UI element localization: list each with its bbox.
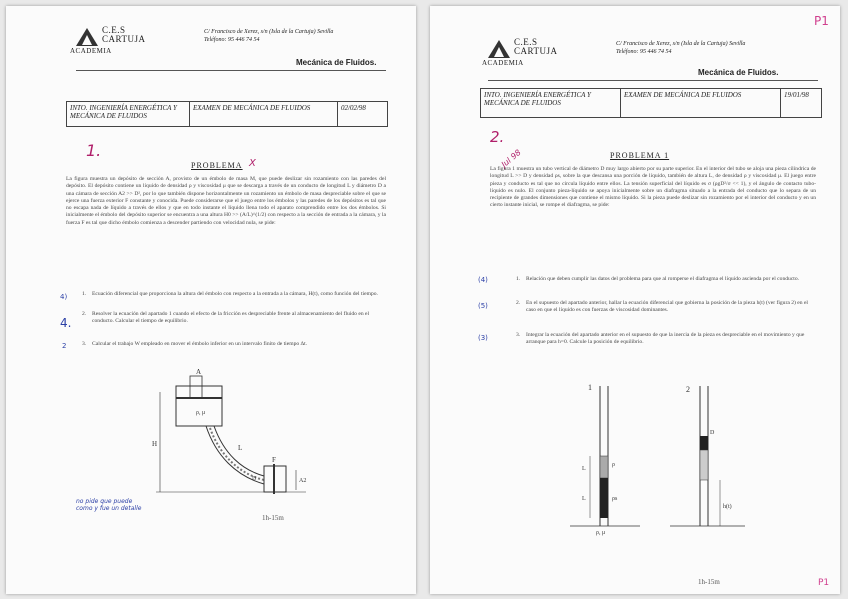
figure-1-length-bottom: L [582, 496, 586, 502]
address-line: C/ Francisco de Xerez, s/n (Isla de la Cartuja) Sevilla [616, 41, 746, 47]
item-marker-2: 4. [60, 316, 72, 330]
figure-1-density-fluid: ρ [612, 462, 615, 468]
problem-figure [146, 366, 316, 506]
figure-label-area: A [196, 368, 202, 376]
phone-line: Teléfono: 95 446 74 54 [204, 37, 260, 43]
logo-name: C.E.S CARTUJA [102, 25, 146, 44]
academy-logo-icon [76, 28, 98, 46]
title-cell-date: 19/01/98 [784, 91, 809, 99]
figure-1-density-piece: ρs [612, 496, 618, 502]
figure-2-label: 2 [686, 385, 690, 394]
figure-2-diameter-label: D [710, 430, 715, 436]
corner-tag: P1 [814, 14, 829, 28]
exam-title-box [480, 88, 822, 118]
divider [488, 80, 818, 81]
corner-bottom-tag: P1 [818, 578, 830, 588]
figure-1-length-top: L [582, 466, 586, 472]
problem-statement: La figura 1 muestra un tubo vertical de diámetro D muy largo abierto por su parte superior. En el interior del tubo se aloja una pieza cilíndrica de longitud L >> D y densidad ρs, sobre la que descansa una porción de líquido, también de altura L, de densidad ρ y viscosidad μ. El juego entre pieza y conducto es tal que no circula líquido entre ellos. La tensión superficial del líquido es σ (ρgD²/σ << 1), y el ángulo de contacto tubo-líquido es nulo. El conjunto pieza-líquido se apoya inicialmente sobre un diafragma situado a la entrada del conducto que lo separa de un recipiente de grandes dimensiones que contiene el mismo líquido. Si la pieza puede deslizar sin rozamiento por el interior del conducto y en un cierto instante inicial, se rompe el diafragma, se pide: [490, 166, 816, 209]
exam-page-left [6, 6, 416, 594]
note-line-1: no pide que puede [76, 498, 133, 505]
item-text: En el supuesto del apartado anterior, hallar la ecuación diferencial que gobierna la posición de la pieza h(t) (ver figura 2) en el caso en que el líquido es con fuerzas de viscosidad dominantes. [526, 300, 808, 314]
handwritten-tag: Jul 98 [499, 147, 523, 170]
page-code: 1h-15m [262, 514, 284, 522]
item-marker-1: (4) [478, 276, 488, 284]
item-number: 1. [516, 276, 521, 282]
item-text: Ecuación diferencial que proporciona la altura del émbolo con respecto a la entrada a la cámara, H(t), como función del tiempo. [92, 291, 378, 297]
phone-line: Teléfono: 95 446 74 54 [616, 49, 672, 55]
item-text: Integrar la ecuación del apartado anterior en el supuesto de que la inercia de la pieza es despreciable en el movimiento y que arranque para h=0. Calcule la posición de equilibrio. [526, 332, 805, 346]
item-number: 2. [516, 300, 521, 306]
item-marker-3: (3) [478, 334, 488, 342]
problem-item-3 [82, 341, 382, 348]
figure-label-diameter: D [252, 476, 257, 482]
problem-title: PROBLEMA [191, 161, 243, 170]
figure-label-fluid: ρ, μ [196, 410, 206, 416]
logo-subtitle: ACADEMIA [482, 59, 524, 67]
figure-label-length: L [238, 444, 243, 452]
figure-label-height: H [152, 440, 158, 448]
figure-label-area-right: A2 [299, 478, 307, 484]
problem-title: PROBLEMA 1 [610, 151, 670, 160]
logo-subtitle: ACADEMIA [70, 47, 112, 55]
logo-name: C.E.S CARTUJA [514, 37, 558, 56]
subject-heading: Mecánica de Fluidos. [698, 68, 779, 77]
problem-item-1 [516, 276, 816, 283]
item-marker-3: 2 [62, 342, 67, 350]
address [616, 40, 836, 56]
page-code: 1h-15m [698, 578, 720, 586]
tube-figures [560, 376, 760, 536]
item-text: Resolver la ecuación del apartado 1 cuando el efecto de la fricción es despreciable frente al almacenamiento del fluido en el conducto. Calcular el tiempo de equilibrio. [92, 311, 370, 325]
divider [76, 70, 386, 71]
title-cell-department: INTO. INGENIERÍA ENERGÉTICA Y MECÁNICA DE FLUIDOS [481, 89, 621, 117]
address-line: C/ Francisco de Xerez, s/n (Isla de la Cartuja) Sevilla [204, 29, 334, 35]
problem-statement: La figura muestra un depósito de sección A, provisto de un émbolo de masa M, que puede deslizar sin rozamiento con las paredes del depósito. El depósito contiene un líquido de densidad ρ y viscosidad μ que se descarga a través de un conducto de longitud L y diámetro D a una cámara de sección A2 >> D², por lo que también dispone horizontalmente un rozamiento un émbolo de masa despreciable sobre el que se ejerce una fuerza exterior F constante y conocida. Puede considerarse que el juego entre los émbolos y las paredes de los depósitos es tal que no escapa nada de líquido a través de ellos y que en todo instante el líquido llena todo el aparato comprendido entre los dos émbolos. Si inicialmente el émbolo del depósito superior se encuentra a una altura H0 >> (A/L)^(1/2) con respecto a la sección de entrada a la cámara, y la fuerza F es tal que dicho émbolo comienza a descender partiendo con velocidad nula, se pide: [66, 176, 386, 226]
exam-title-box [66, 101, 388, 127]
handwritten-note [76, 498, 186, 512]
figure-1-base-label: ρ, μ [596, 530, 606, 536]
item-text: Calcular el trabajo W empleado en mover el émbolo inferior en un intervalo finito de tiempo Δt. [92, 341, 308, 347]
figure-2-height-label: h(t) [723, 504, 732, 510]
title-cell-date: 02/02/98 [341, 104, 366, 112]
handwritten-mark: X [249, 158, 256, 169]
title-cell-exam: EXAMEN DE MECÁNICA DE FLUIDOS [190, 102, 338, 126]
item-marker-2: (5) [478, 302, 488, 310]
note-line-2: como y fue un detalle [76, 505, 142, 512]
title-cell-department: INTO. INGENIERÍA ENERGÉTICA Y MECÁNICA DE FLUIDOS [67, 102, 190, 126]
item-number: 1. [82, 291, 87, 297]
handwritten-number: 1. [86, 141, 102, 160]
item-number: 2. [82, 311, 87, 317]
problem-item-2 [82, 311, 382, 326]
problem-item-3 [516, 332, 816, 347]
problem-item-2 [516, 300, 816, 315]
figure-label-force: F [272, 456, 276, 464]
subject-heading: Mecánica de Fluidos. [296, 58, 377, 67]
item-marker-1: 4) [60, 293, 68, 301]
problem-item-1 [82, 291, 382, 298]
handwritten-number: 2. [490, 128, 505, 146]
exam-page-right [430, 6, 840, 594]
item-number: 3. [516, 332, 521, 338]
item-text: Relación que deben cumplir las datos del problema para que al romperse el diafragma el líquido ascienda por el conducto. [526, 276, 800, 282]
academy-logo-icon [488, 40, 510, 58]
item-number: 3. [82, 341, 87, 347]
figure-1-label: 1 [588, 383, 592, 392]
title-cell-exam: EXAMEN DE MECÁNICA DE FLUIDOS [621, 89, 781, 117]
address [204, 28, 416, 44]
